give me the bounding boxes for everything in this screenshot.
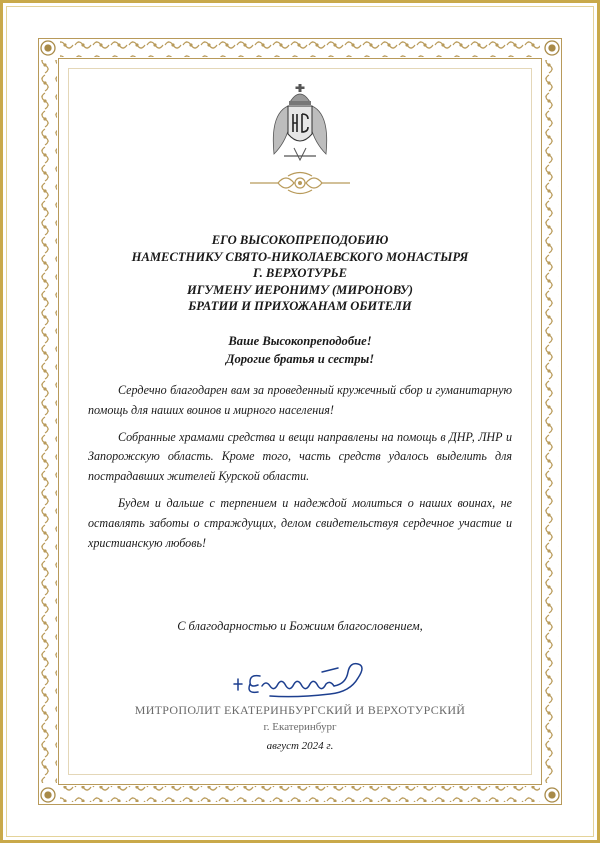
handwritten-signature bbox=[226, 654, 376, 702]
letter-body bbox=[88, 381, 512, 560]
closing-line: С благодарностью и Божиим благословением, bbox=[177, 619, 423, 633]
addressee-line-4: ИГУМЕНУ ИЕРОНИМУ (МИРОНОВУ) bbox=[187, 282, 413, 297]
signatory-city: г. Екатеринбург bbox=[263, 721, 337, 733]
body-paragraph-1: Сердечно благодарен вам за проведенный кружечный сбор и гуманитарную помощь для наших воинов и мирного населения! bbox=[88, 383, 512, 417]
greeting-line-2: Дорогие братья и сестры! bbox=[225, 351, 375, 366]
greeting-block bbox=[60, 333, 540, 368]
signatory-title: МИТРОПОЛИТ ЕКАТЕРИНБУРГСКИЙ И ВЕРХОТУРСКИЙ bbox=[134, 703, 466, 717]
monogram-crest-icon bbox=[264, 84, 336, 164]
body-paragraph-2: Собранные храмами средства и вещи направлены на помощь в ДНР, ЛНР и Запорожскую область. Кроме того, часть средств удалось выделить для пострадавших жителей Курской области. bbox=[88, 429, 512, 484]
addressee-block bbox=[60, 232, 540, 315]
letter-date: август 2024 г. bbox=[266, 740, 334, 752]
addressee-line-3: Г. ВЕРХОТУРЬЕ bbox=[252, 266, 348, 280]
body-paragraph-3: Будем и дальше с терпением и надеждой молиться о наших воинах, не оставлять заботы о страждущих, делом свидетельствуя сердечное участие и христианскую любовь! bbox=[88, 495, 512, 550]
addressee-line-5: БРАТИИ И ПРИХОЖАНАМ ОБИТЕЛИ bbox=[188, 299, 412, 313]
greeting-line-1: Ваше Высокопреподобие! bbox=[228, 334, 372, 348]
addressee-line-1: ЕГО ВЫСОКОПРЕПОДОБИЮ bbox=[211, 233, 389, 247]
scroll-ornament-icon bbox=[248, 170, 352, 196]
addressee-line-2: НАМЕСТНИКУ СВЯТО-НИКОЛАЕВСКОГО МОНАСТЫРЯ bbox=[131, 249, 469, 264]
